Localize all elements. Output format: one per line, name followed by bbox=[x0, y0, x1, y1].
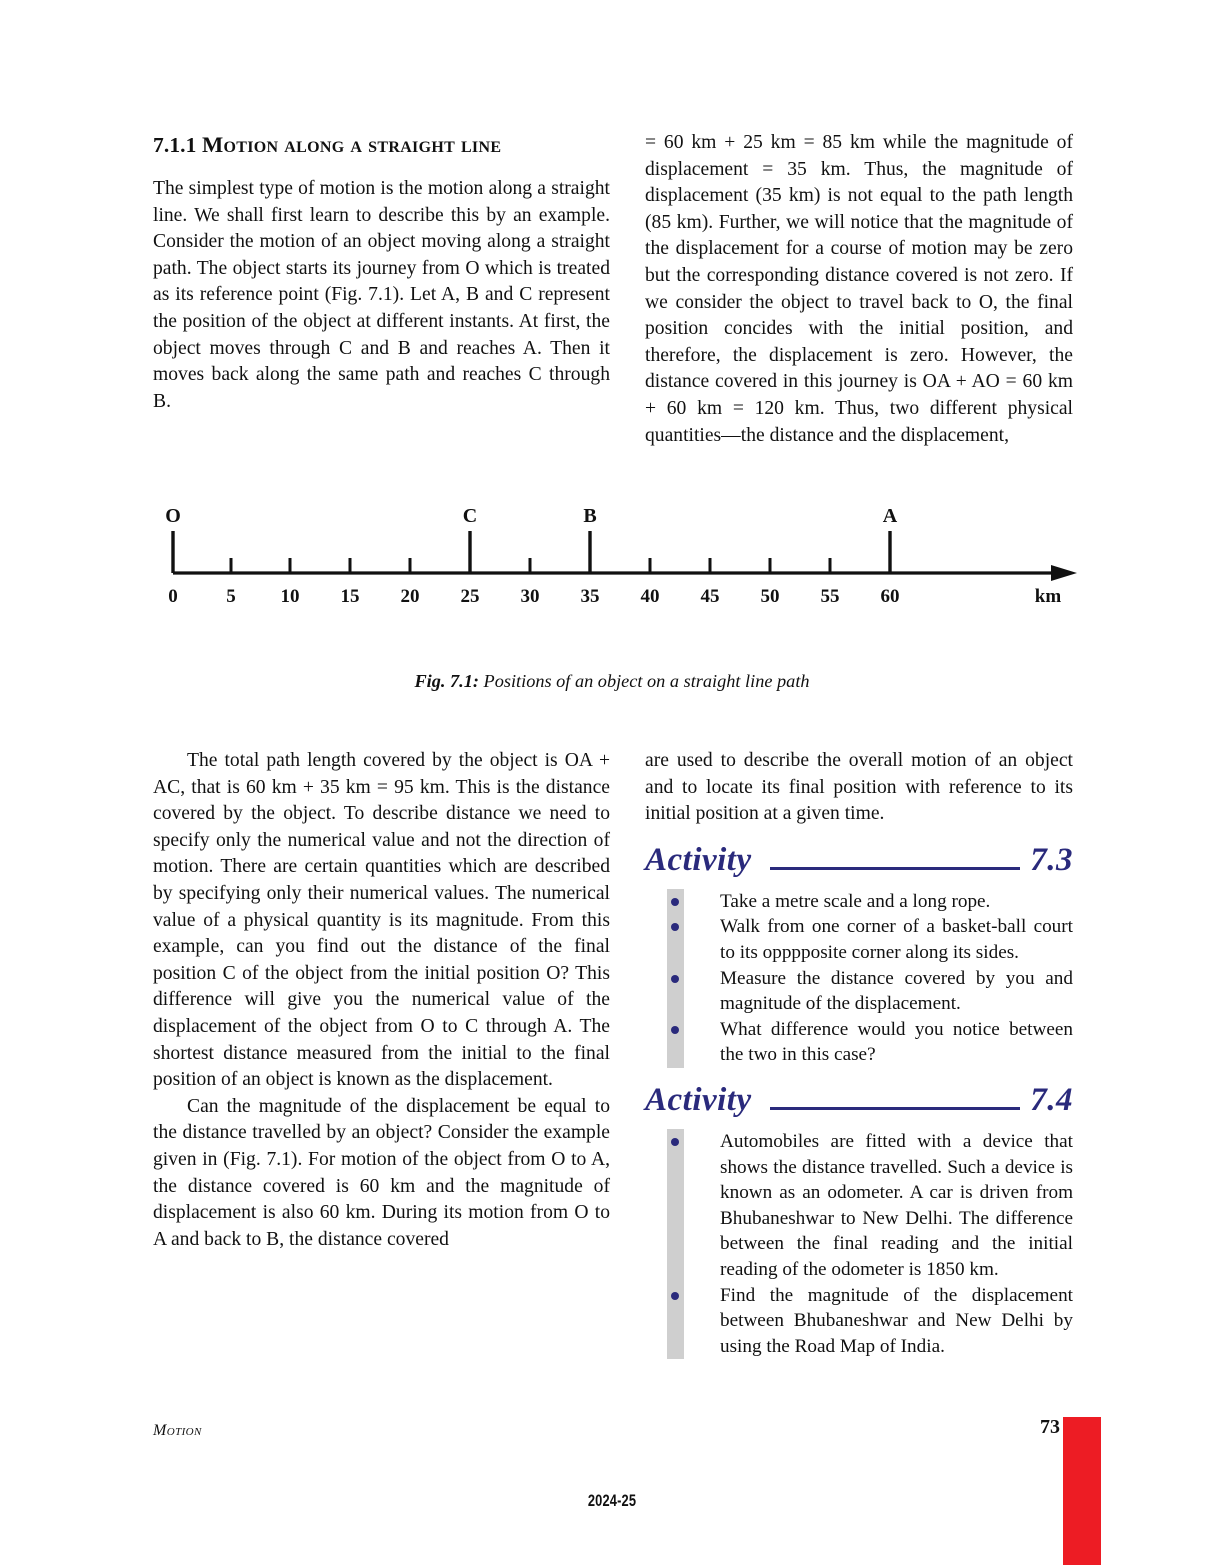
list-item-text: Automobiles are fitted with a device that shows the distance travelled. Such a device is known as an odometer. A car is driven from Bhubaneshwar to New Delhi. The difference between the final reading and the initial reading of the odometer is 1850 km. bbox=[720, 1130, 1073, 1280]
section-title: Motion along a straight line bbox=[201, 132, 502, 157]
tick-label: 15 bbox=[340, 586, 360, 607]
list-item bbox=[645, 1129, 1073, 1283]
point-label-C: C bbox=[462, 505, 478, 527]
activity-label: Activity bbox=[645, 841, 752, 878]
red-edge-bar bbox=[1063, 1417, 1101, 1565]
tick-label: 25 bbox=[460, 586, 480, 607]
figure-7-1 bbox=[0, 505, 1224, 705]
list-item-text: Find the magnitude of the displacement between Bhubaneshwar and New Delhi by using the Road Map of India. bbox=[720, 1284, 1073, 1357]
left-column-bottom bbox=[153, 748, 610, 1253]
tick-label: 10 bbox=[280, 586, 300, 607]
tick-label: 20 bbox=[400, 586, 420, 607]
list-item-text: What difference would you notice between the two in this case? bbox=[720, 1018, 1073, 1066]
paragraph: Can the magnitude of the displacement be equal to the distance travelled by an object? Consider the example given in (Fig. 7.1). For motion of the object from O to A, the distance covered is 60 km and the magnitude of displacement is also 60 km. During its motion from O to A and back to B, the distance covered bbox=[153, 1095, 610, 1250]
tick-label: 35 bbox=[580, 586, 600, 607]
page-footer bbox=[0, 1412, 1224, 1472]
point-label-A: A bbox=[882, 505, 898, 527]
figure-caption-text: Positions of an object on a straight line path bbox=[483, 671, 810, 691]
right-column-top bbox=[645, 130, 1073, 449]
section-number: 7.1.1 bbox=[153, 133, 197, 157]
activity-list bbox=[645, 889, 1073, 1068]
right-column-bottom bbox=[645, 748, 1073, 1359]
list-item-text: Take a metre scale and a long rope. bbox=[720, 890, 991, 912]
list-item bbox=[645, 914, 1073, 965]
point-label-O: O bbox=[165, 505, 181, 527]
list-item-text: Measure the distance covered by you and magnitude of the displacement. bbox=[720, 967, 1073, 1015]
page-number: 73 bbox=[1040, 1416, 1060, 1438]
year-stamp: 2024-25 bbox=[587, 1492, 637, 1510]
figure-caption bbox=[0, 671, 1224, 692]
activity-rule bbox=[770, 866, 1021, 870]
section-heading bbox=[153, 132, 610, 158]
list-item bbox=[645, 966, 1073, 1017]
left-column-top bbox=[153, 132, 610, 415]
tick-label: 5 bbox=[226, 586, 236, 607]
figure-caption-label: Fig. 7.1: bbox=[414, 671, 479, 691]
activity-number: 7.3 bbox=[1030, 841, 1073, 878]
bullet-icon bbox=[671, 898, 679, 906]
tick-label: 30 bbox=[520, 586, 540, 607]
activity-block-7-3 bbox=[645, 842, 1073, 1068]
point-label-B: B bbox=[583, 505, 597, 527]
bullet-icon bbox=[671, 1026, 679, 1034]
number-line-diagram bbox=[153, 505, 1083, 615]
tick-label: 50 bbox=[760, 586, 780, 607]
paragraph: are used to describe the overall motion of an object and to locate its final position with reference to its initial position at a given time. bbox=[645, 750, 1073, 825]
tick-label: 55 bbox=[820, 586, 840, 607]
tick-label: 45 bbox=[700, 586, 720, 607]
axis-arrow-icon bbox=[1051, 565, 1077, 581]
activity-header bbox=[645, 1082, 1073, 1119]
tick-label: 40 bbox=[640, 586, 660, 607]
activity-number: 7.4 bbox=[1030, 1081, 1073, 1118]
bullet-icon bbox=[671, 1138, 679, 1146]
list-item bbox=[645, 1017, 1073, 1068]
axis-unit-label: km bbox=[1034, 586, 1062, 607]
bullet-icon bbox=[671, 975, 679, 983]
activity-label: Activity bbox=[645, 1081, 752, 1118]
list-item-text: Walk from one corner of a basket-ball court to its opppposite corner along its sides. bbox=[720, 916, 1073, 963]
list-item bbox=[645, 1283, 1073, 1360]
tick-label: 60 bbox=[880, 586, 900, 607]
bullet-icon bbox=[671, 923, 679, 931]
activity-list bbox=[645, 1129, 1073, 1359]
activity-header bbox=[645, 842, 1073, 879]
paragraph: = 60 km + 25 km = 85 km while the magnitude of displacement = 35 km. Thus, the magnitude of displacement (35 km) is not equal to the path length (85 km). Further, we will notice that the magnitude of the displacement for a course of motion may be zero but the corresponding distance covered is not zero. If we consider the object to travel back to O, the final position concides with the initial position, and therefore, the displacement is zero. However, the distance covered in this journey is OA + AO = 60 km + 60 km = 120 km. Thus, two different physical quantities—the distance and the displacement, bbox=[645, 132, 1073, 446]
activity-block-7-4 bbox=[645, 1082, 1073, 1359]
tick-label: 0 bbox=[168, 586, 178, 607]
footer-chapter-name: Motion bbox=[153, 1422, 202, 1439]
activity-rule bbox=[770, 1106, 1021, 1110]
bullet-icon bbox=[671, 1292, 679, 1300]
paragraph: The simplest type of motion is the motion along a straight line. We shall first learn to describe this by an example. Consider the motion of an object moving along a straight path. The object starts its journey from O which is treated as its reference point (Fig. 7.1). Let A, B and C represent the position of the object at different instants. At first, the object moves through C and B and reaches A. Then it moves back along the same path and reaches C through B. bbox=[153, 178, 610, 412]
list-item bbox=[645, 889, 1073, 915]
paragraph: The total path length covered by the object is OA + AC, that is 60 km + 35 km = 95 km. This is the distance covered by the object. To describe distance we need to specify only the numerical value and not the direction of motion. There are certain quantities which are described by specifying only their numerical values. The numerical value of a physical quantity is its magnitude. From this example, can you find out the distance of the final position C of the object from the initial position O? This difference will give you the numerical value of the displacement of the object from O to C through A. The shortest distance measured from the initial to the final position of an object is known as the displacement. bbox=[153, 750, 610, 1091]
